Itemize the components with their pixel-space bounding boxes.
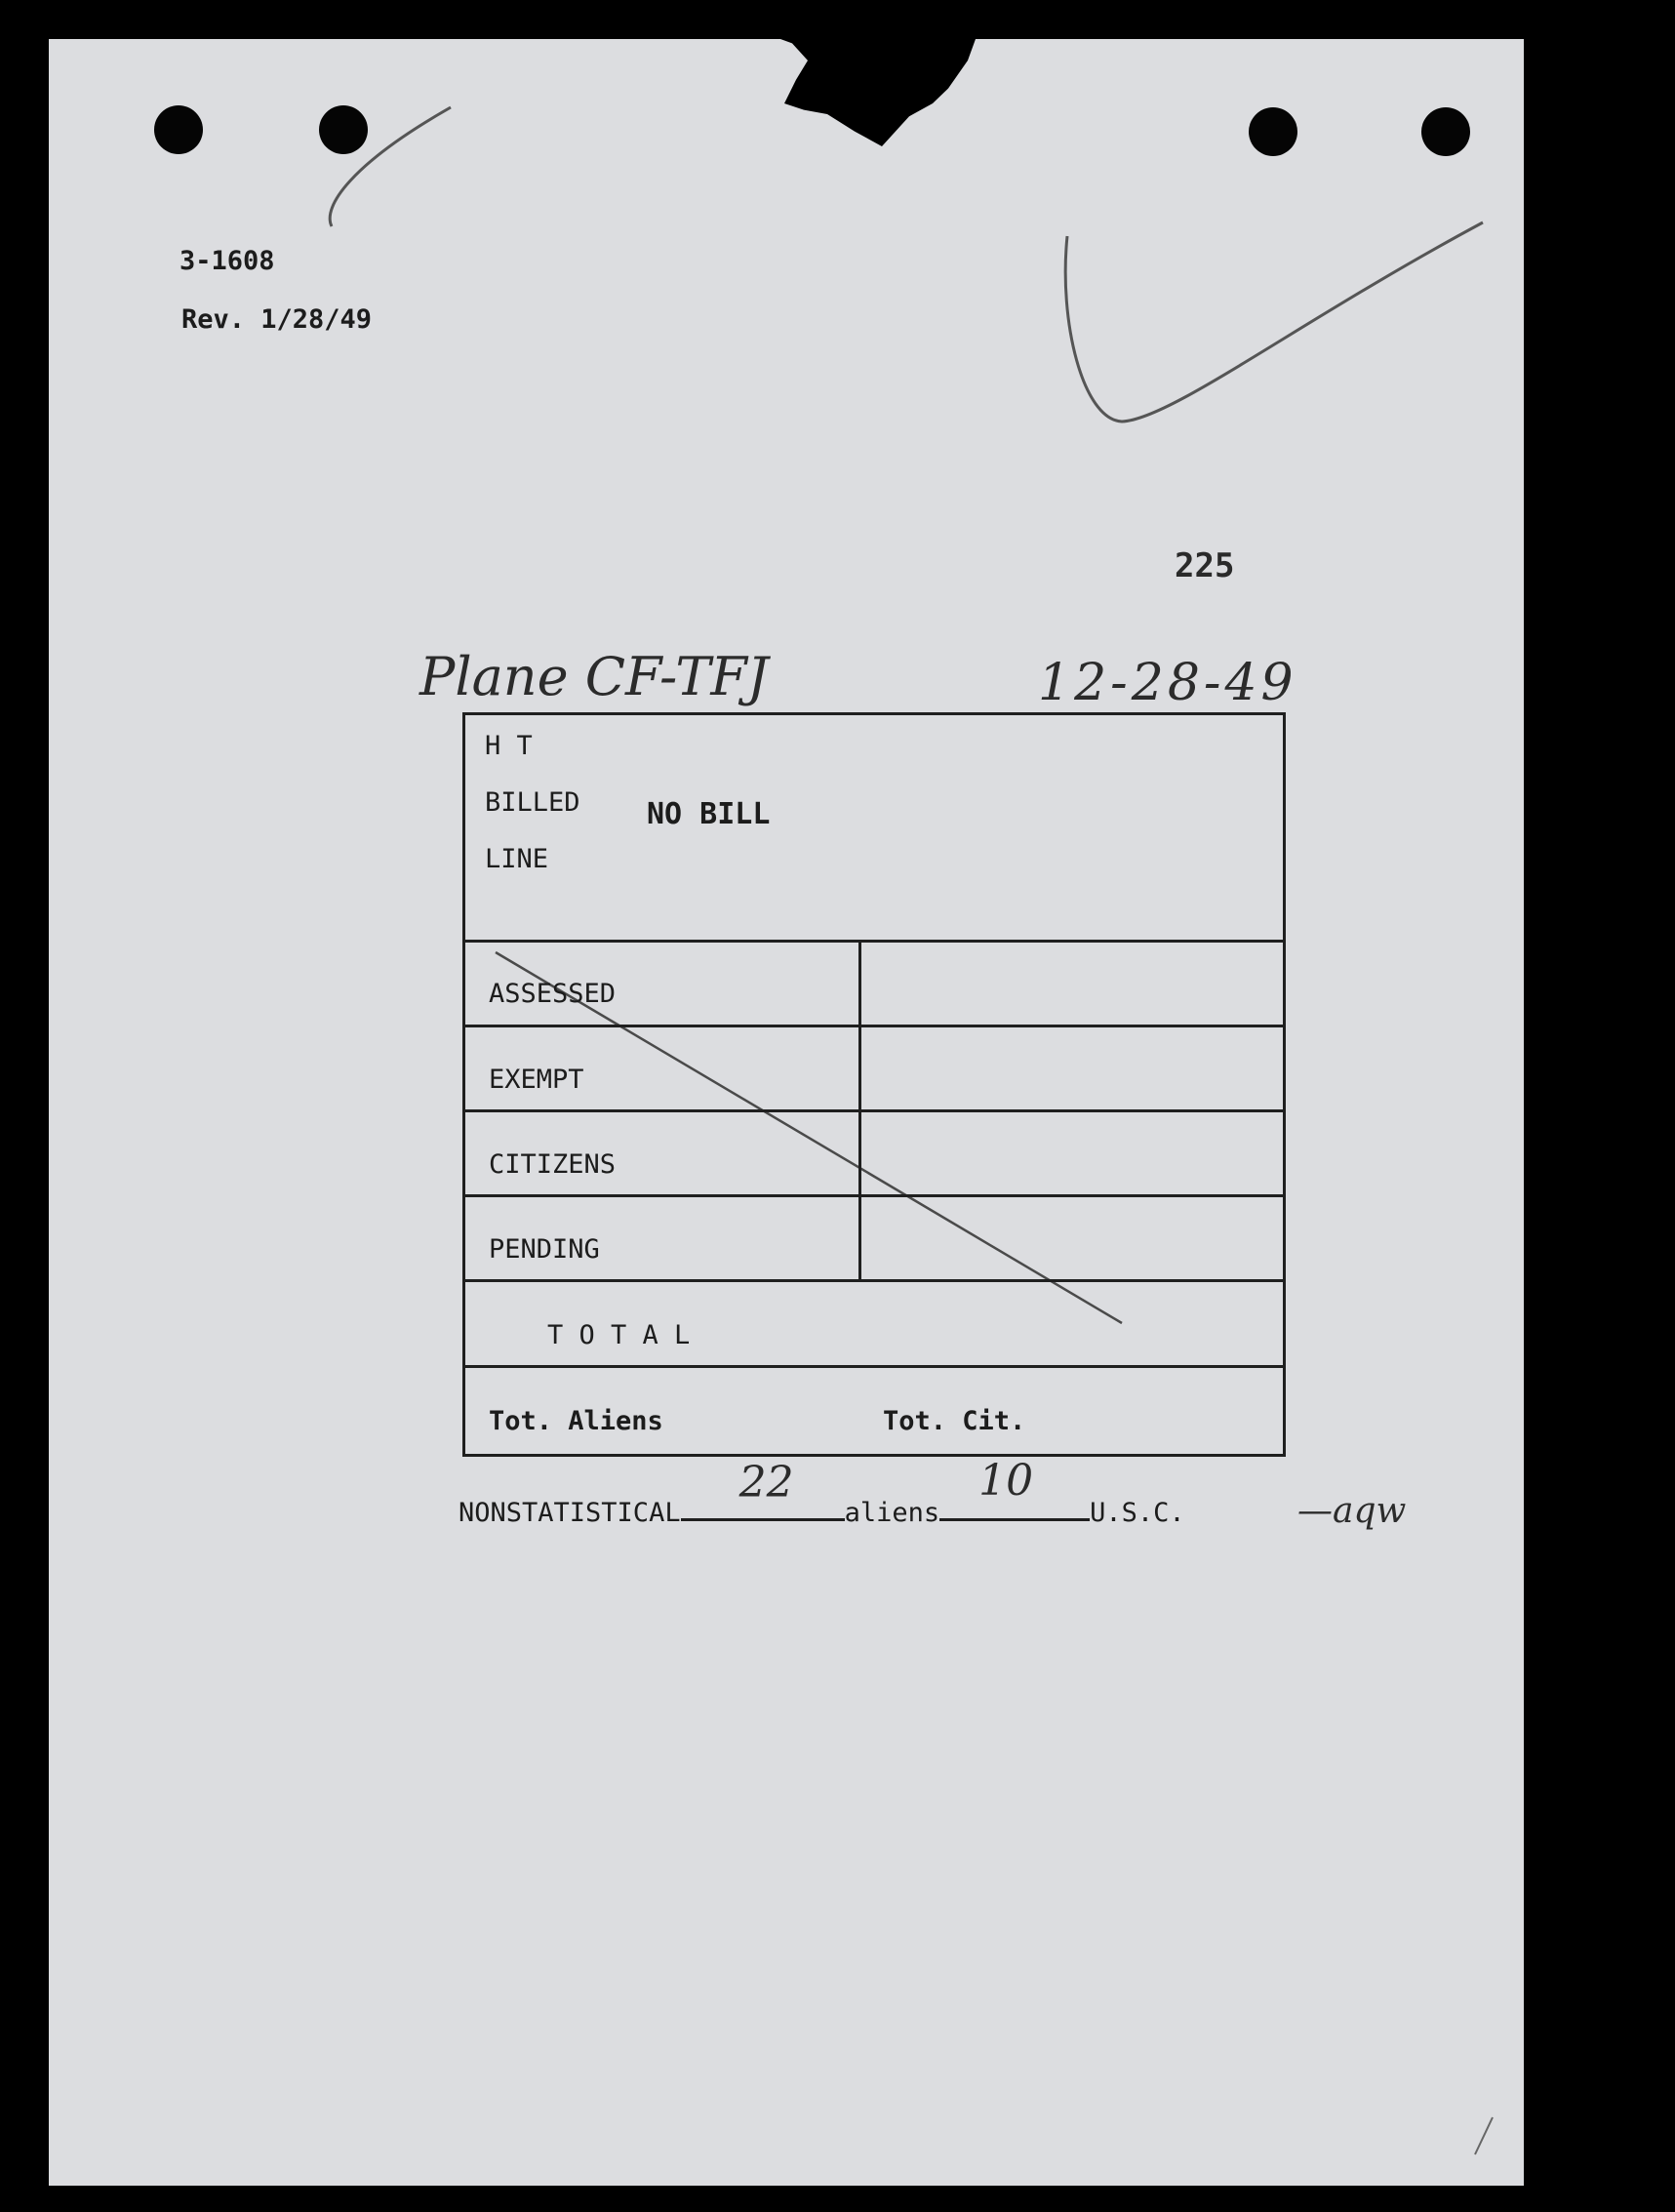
table-divider xyxy=(465,1194,1283,1197)
table-divider xyxy=(465,940,1283,943)
aliens-count: 22 xyxy=(738,1458,794,1508)
nonstatistical-line xyxy=(459,1456,1185,1528)
usc-count: 10 xyxy=(978,1456,1034,1506)
table-divider xyxy=(465,1279,1283,1282)
column-divider xyxy=(858,940,861,1279)
aliens-blank xyxy=(681,1458,845,1521)
form-revision: Rev. 1/28/49 xyxy=(181,304,373,335)
ht-label: H T xyxy=(485,731,533,761)
no-bill-stamp: NO BILL xyxy=(647,797,771,831)
nonstatistical-label: NONSTATISTICAL xyxy=(459,1498,681,1528)
usc-blank xyxy=(939,1456,1090,1521)
tot-aliens-label: Tot. Aliens xyxy=(489,1406,663,1436)
exempt-label: EXEMPT xyxy=(489,1065,584,1095)
line-label: LINE xyxy=(485,844,549,874)
handwritten-date: 12-28-49 xyxy=(1038,654,1297,712)
assessed-label: ASSESSED xyxy=(489,979,617,1009)
stamp-number: 225 xyxy=(1175,546,1235,585)
aliens-label: aliens xyxy=(844,1498,940,1528)
manifest-table xyxy=(462,712,1286,1457)
total-label: T O T A L xyxy=(547,1320,691,1350)
tot-cit-label: Tot. Cit. xyxy=(883,1406,1026,1436)
form-number: 3-1608 xyxy=(179,246,275,276)
table-divider xyxy=(465,1025,1283,1027)
handwritten-plane: Plane CF-TFJ xyxy=(419,646,769,707)
table-divider xyxy=(465,1109,1283,1112)
citizens-label: CITIZENS xyxy=(489,1149,617,1180)
usc-label: U.S.C. xyxy=(1090,1498,1185,1528)
pending-label: PENDING xyxy=(489,1234,600,1265)
handwritten-initials: —aqw xyxy=(1297,1491,1407,1531)
billed-label: BILLED xyxy=(485,787,580,818)
table-divider xyxy=(465,1365,1283,1368)
